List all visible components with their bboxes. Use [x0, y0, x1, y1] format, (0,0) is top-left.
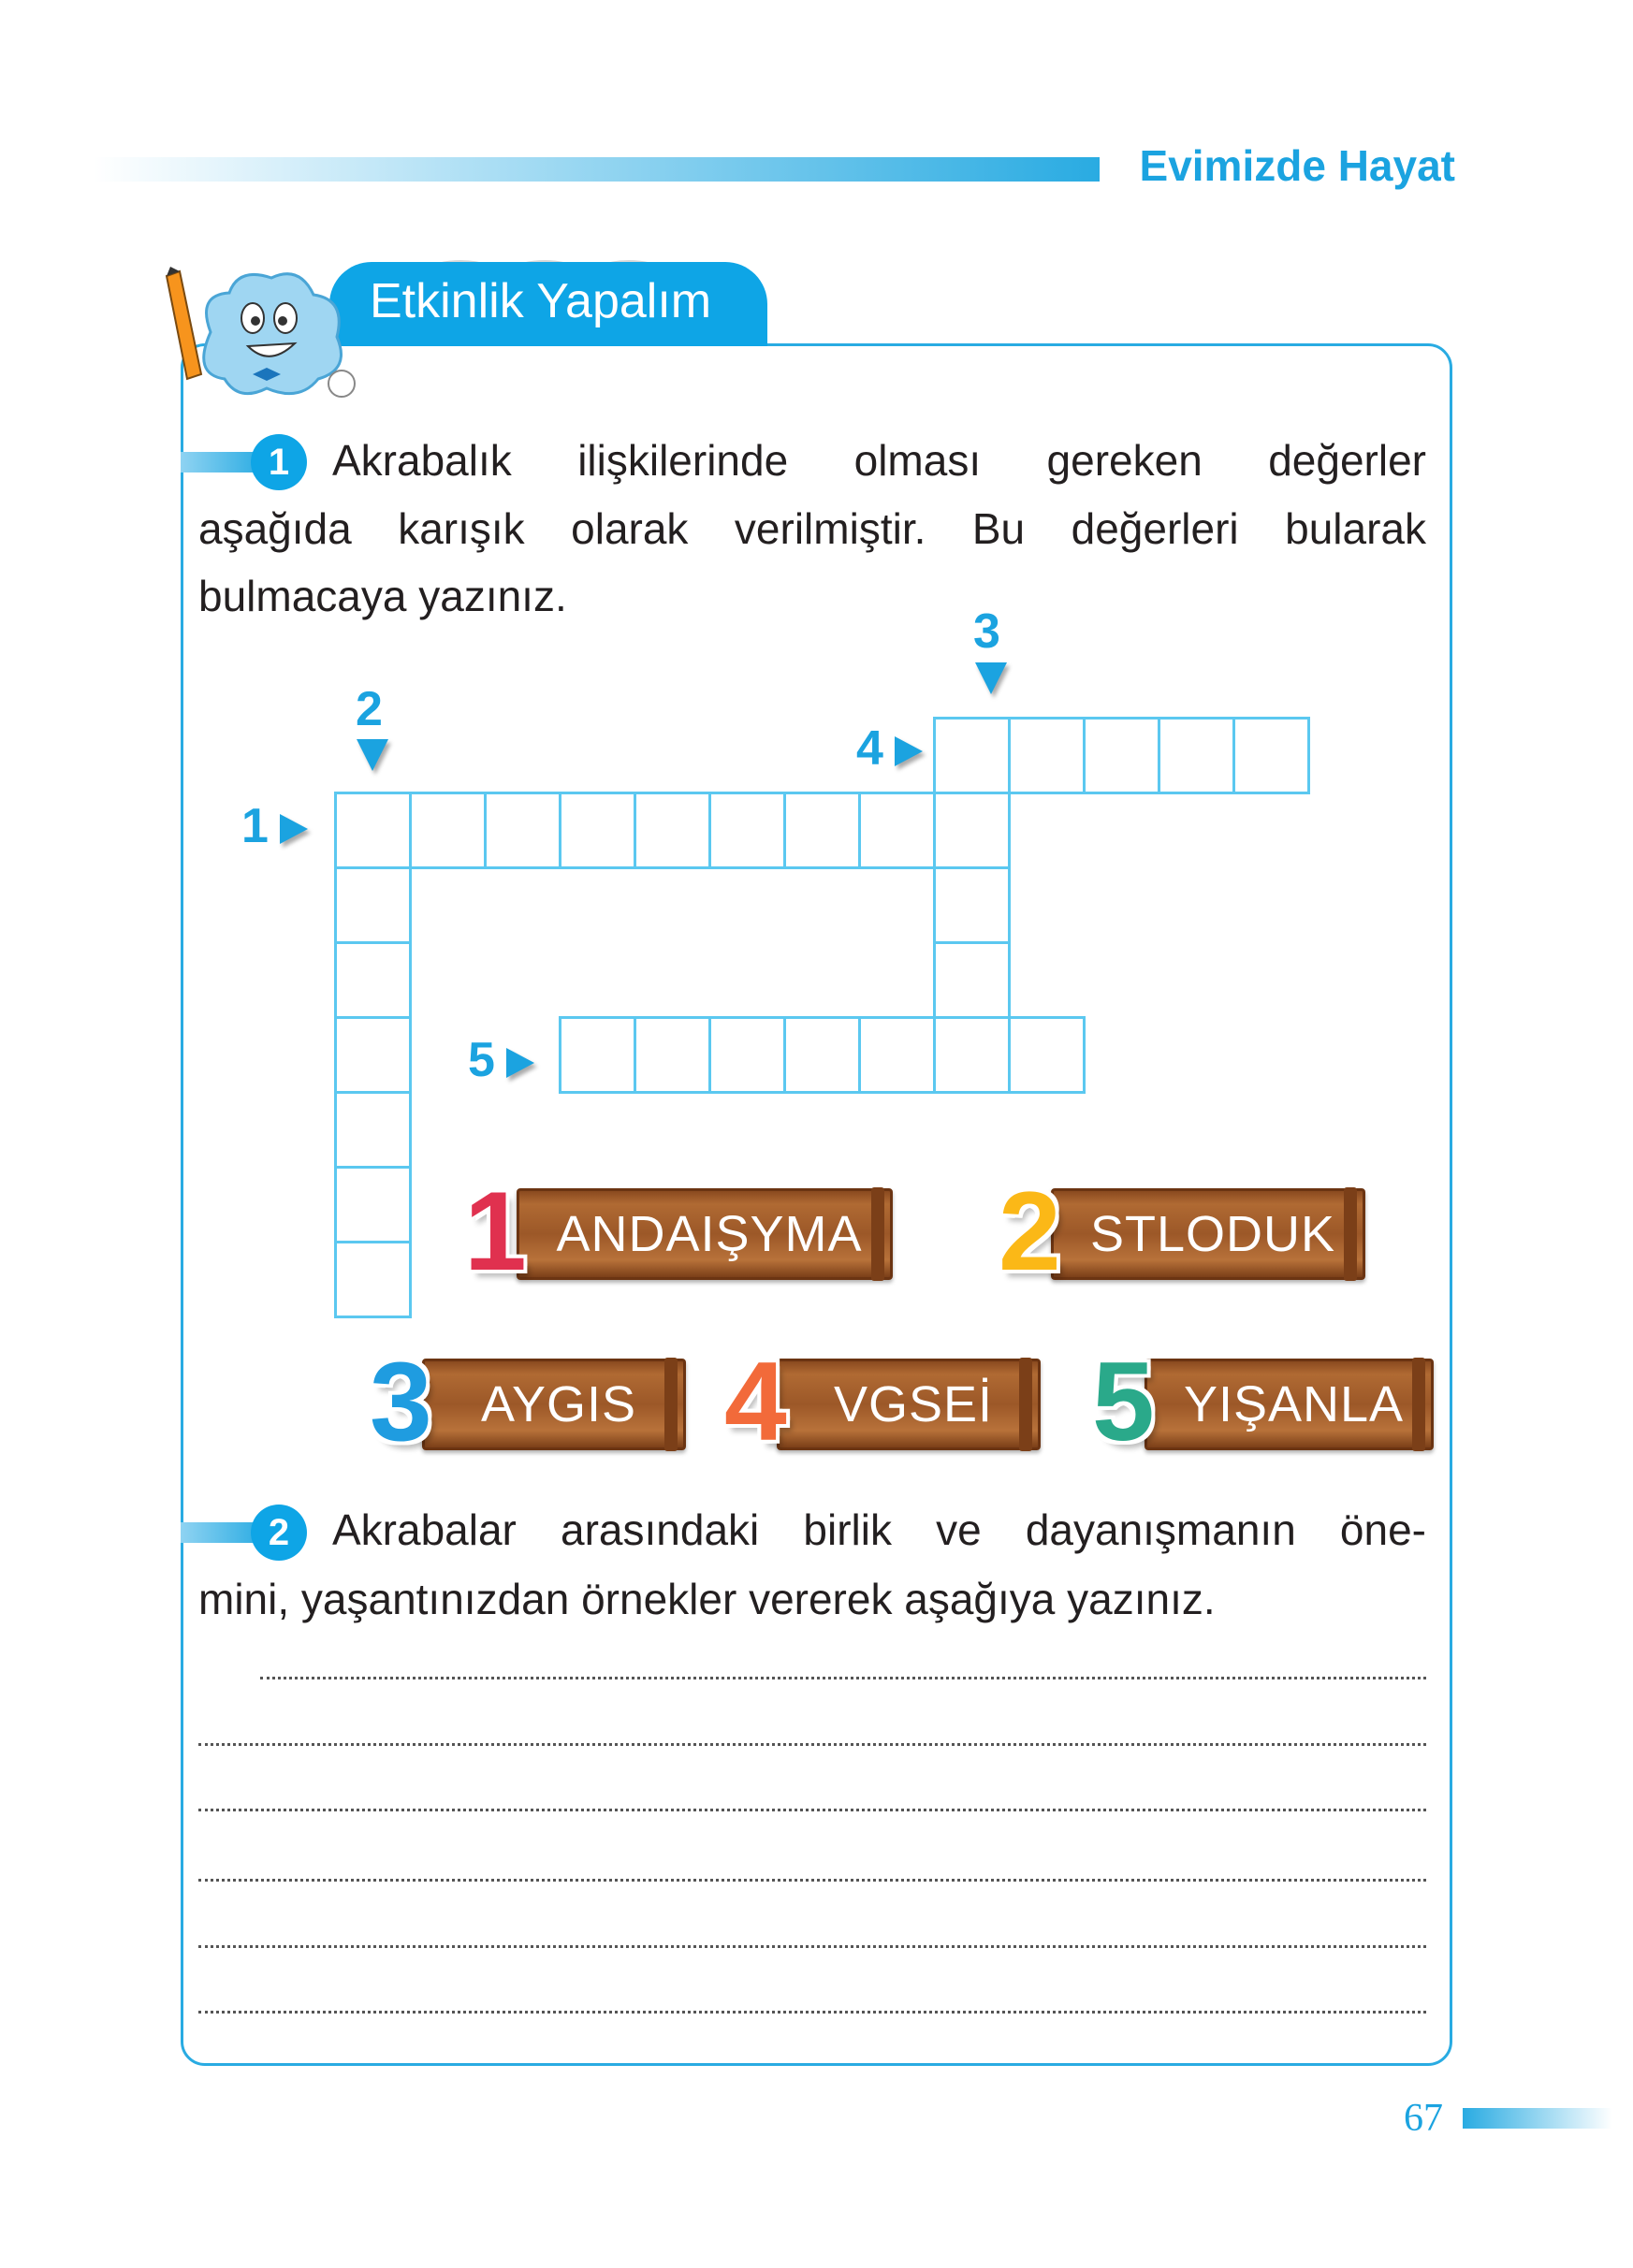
arrow-right-icon — [280, 814, 308, 844]
crossword-cell[interactable] — [933, 792, 1011, 869]
crossword-cell[interactable] — [1158, 717, 1235, 794]
crossword-cell[interactable] — [334, 1016, 412, 1094]
crossword-cell[interactable] — [634, 792, 711, 869]
clue-5-label — [468, 1032, 534, 1088]
page-number-bar — [1463, 2108, 1612, 2129]
header-gradient-bar — [94, 157, 1100, 182]
cloud-mascot-icon — [159, 267, 374, 407]
crossword-cell[interactable] — [933, 1016, 1011, 1094]
sign-number: 4 — [724, 1339, 787, 1464]
sign-number: 3 — [370, 1339, 432, 1464]
clue-3-number: 3 — [973, 604, 1000, 659]
answer-line[interactable] — [198, 2011, 1426, 2014]
crossword-cell[interactable] — [708, 1016, 786, 1094]
scrambled-word: STLODUK — [1089, 1206, 1336, 1262]
question-1-number: 1 — [251, 434, 307, 490]
scrambled-word-sign-1 — [464, 1169, 893, 1294]
question-2-number: 2 — [251, 1505, 307, 1561]
sign-number: 2 — [999, 1169, 1061, 1294]
clue-number: 1 — [241, 799, 269, 853]
arrow-down-icon — [357, 739, 388, 771]
crossword-cell[interactable] — [334, 1091, 412, 1169]
crossword-cell[interactable] — [334, 1166, 412, 1243]
crossword-cell[interactable] — [1008, 717, 1086, 794]
sign-number: 5 — [1092, 1339, 1155, 1464]
crossword-cell[interactable] — [708, 792, 786, 869]
clue-number: 4 — [856, 721, 883, 776]
crossword-cell[interactable] — [334, 941, 412, 1019]
activity-tab-label: Etkinlik Yapalım — [370, 274, 712, 328]
scrambled-word-sign-3 — [370, 1339, 686, 1464]
question-1-line: aşağıda karışık olarak verilmiştir. Bu değerleri bularak — [198, 504, 1426, 553]
crossword-cell[interactable] — [858, 792, 936, 869]
answer-line[interactable] — [260, 1677, 1426, 1679]
clue-number: 5 — [468, 1033, 495, 1087]
crossword-cell[interactable] — [783, 792, 861, 869]
question-2-line: mini, yaşantınızdan örnekler vererek aşağıya yazınız. — [198, 1575, 1216, 1623]
scrambled-word-sign-5 — [1092, 1339, 1434, 1464]
scrambled-word: AYGIS — [480, 1376, 637, 1432]
page-number: 67 — [1404, 2097, 1443, 2140]
clue-4-label — [856, 720, 923, 777]
crossword-cell[interactable] — [858, 1016, 936, 1094]
scrambled-word: VGSEİ — [833, 1376, 994, 1432]
crossword-cell[interactable] — [559, 1016, 636, 1094]
crossword-cell[interactable] — [783, 1016, 861, 1094]
scrambled-word-sign-2 — [999, 1169, 1365, 1294]
arrow-down-icon — [975, 662, 1007, 694]
scrambled-word: YIŞANLA — [1183, 1376, 1405, 1432]
answer-line[interactable] — [198, 1743, 1426, 1746]
scrambled-word: ANDAIŞYMA — [556, 1206, 863, 1262]
crossword-cell[interactable] — [1008, 1016, 1086, 1094]
crossword-cell[interactable] — [484, 792, 561, 869]
question-2-line: Akrabalar arasındaki birlik ve dayanışmanın öne- — [332, 1505, 1426, 1554]
crossword-cell[interactable] — [933, 717, 1011, 794]
arrow-right-icon — [506, 1048, 534, 1078]
crossword-cell[interactable] — [1232, 717, 1310, 794]
crossword-cell[interactable] — [334, 792, 412, 869]
answer-line[interactable] — [198, 1879, 1426, 1882]
crossword-cell[interactable] — [933, 941, 1011, 1019]
crossword-cell[interactable] — [933, 866, 1011, 944]
crossword-cell[interactable] — [1083, 717, 1160, 794]
scrambled-word-sign-4 — [724, 1339, 1041, 1464]
crossword-cell[interactable] — [334, 866, 412, 944]
clue-2-number: 2 — [356, 682, 383, 736]
question-1-line: bulmacaya yazınız. — [198, 572, 567, 620]
question-1-line: Akrabalık ilişkilerinde olması gereken değerler — [332, 436, 1426, 485]
clue-1-label — [241, 798, 308, 854]
crossword-cell[interactable] — [409, 792, 487, 869]
crossword-cell[interactable] — [634, 1016, 711, 1094]
crossword-cell[interactable] — [559, 792, 636, 869]
arrow-right-icon — [895, 736, 923, 766]
unit-title: Evimizde Hayat — [1139, 141, 1455, 190]
crossword-cell[interactable] — [334, 1241, 412, 1318]
answer-line[interactable] — [198, 1945, 1426, 1948]
sign-number: 1 — [464, 1169, 527, 1294]
answer-line[interactable] — [198, 1809, 1426, 1811]
